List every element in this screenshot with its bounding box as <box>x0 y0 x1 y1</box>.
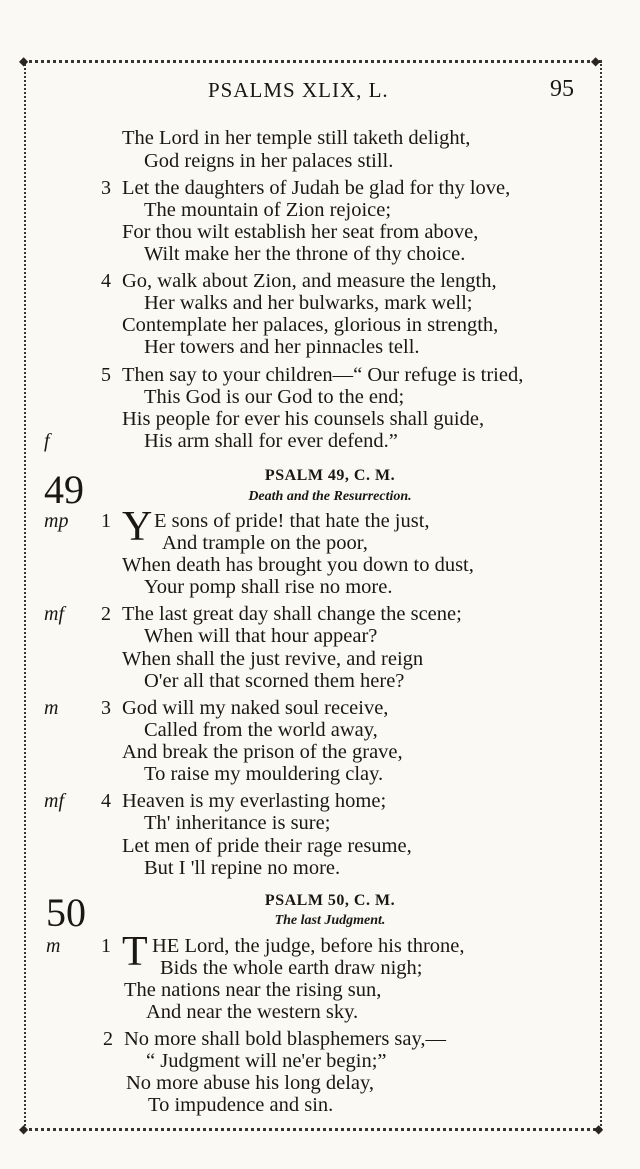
dynamic-marking: mf <box>44 603 64 625</box>
stanza-number: 1 <box>101 510 111 532</box>
verse-line: Go, walk about Zion, and measure the length, <box>122 270 497 292</box>
dynamic-marking: f <box>44 430 50 452</box>
psalm-heading: PSALM 49, C. M. <box>264 467 396 484</box>
verse-line: The nations near the rising sun, <box>124 979 382 1001</box>
verse-line: To raise my mouldering clay. <box>144 763 384 785</box>
verse-line: Wilt make her the throne of thy choice. <box>144 243 466 265</box>
verse-line: His arm shall for ever defend.” <box>144 430 398 452</box>
verse-line: Let the daughters of Judah be glad for thy love, <box>122 177 511 199</box>
verse-line: And near the western sky. <box>146 1001 359 1023</box>
verse-line: E sons of pride! that hate the just, <box>154 510 430 532</box>
verse-line: His people for ever his counsels shall guide, <box>122 408 485 430</box>
verse-line: No more shall bold blasphemers say,— <box>124 1028 447 1050</box>
verse-line: To impudence and sin. <box>148 1094 334 1116</box>
verse-line: Contemplate her palaces, glorious in strength, <box>122 314 499 336</box>
verse-line: This God is our God to the end; <box>144 386 405 408</box>
psalm-number-large: 49 <box>44 467 84 512</box>
running-title: PSALMS XLIX, L. <box>208 78 389 102</box>
drop-capital: T <box>122 929 148 975</box>
stanza-number: 1 <box>101 935 111 957</box>
verse-line: God reigns in her palaces still. <box>144 150 394 172</box>
verse-line: Her towers and her pinnacles tell. <box>144 336 420 358</box>
verse-line: But I 'll repine no more. <box>144 857 341 879</box>
drop-capital: Y <box>122 504 153 550</box>
verse-line: When will that hour appear? <box>144 625 378 647</box>
corner-diamond-icon: ◆ <box>594 1122 604 1136</box>
verse-line: Then say to your children—“ Our refuge is tried, <box>122 364 524 386</box>
verse-line: And break the prison of the grave, <box>122 741 403 763</box>
stanza-number: 4 <box>101 270 111 292</box>
dynamic-marking: m <box>46 935 61 957</box>
bottom-ornamental-rule <box>22 1128 602 1131</box>
stanza-number: 4 <box>101 790 111 812</box>
verse-line: God will my naked soul receive, <box>122 697 389 719</box>
verse-line: HE Lord, the judge, before his throne, <box>152 935 465 957</box>
stanza-number: 3 <box>101 177 111 199</box>
dynamic-marking: mp <box>44 510 69 532</box>
stanza-number: 2 <box>101 603 111 625</box>
running-header <box>40 78 580 108</box>
stanza-number: 3 <box>101 697 111 719</box>
verse-line: The mountain of Zion rejoice; <box>144 199 392 221</box>
verse-line: Bids the whole earth draw nigh; <box>160 957 423 979</box>
verse-line: “ Judgment will ne'er begin;” <box>146 1050 387 1072</box>
verse-line: When shall the just revive, and reign <box>122 648 424 670</box>
verse-line: No more abuse his long delay, <box>126 1072 375 1094</box>
psalm-heading: PSALM 50, C. M. <box>264 892 396 909</box>
verse-line: Her walks and her bulwarks, mark well; <box>144 292 473 314</box>
page-number: 95 <box>550 76 574 102</box>
corner-diamond-icon: ◆ <box>19 1122 29 1136</box>
psalm-number-large: 50 <box>46 890 86 935</box>
dynamic-marking: m <box>44 697 59 719</box>
psalm-subtitle: The last Judgment. <box>274 913 386 928</box>
verse-line: Called from the world away, <box>144 719 378 741</box>
corner-diamond-icon: ◆ <box>591 54 601 68</box>
verse-line: For thou wilt establish her seat from above, <box>122 221 479 243</box>
psalm-subtitle: Death and the Resurrection. <box>248 489 412 504</box>
verse-line: Th' inheritance is sure; <box>144 812 331 834</box>
top-ornamental-rule <box>22 60 602 63</box>
verse-line: The Lord in her temple still taketh delight, <box>122 127 471 149</box>
verse-line: Heaven is my everlasting home; <box>122 790 387 812</box>
verse-line: When death has brought you down to dust, <box>122 554 474 576</box>
verse-line: Your pomp shall rise no more. <box>144 576 393 598</box>
dynamic-marking: mf <box>44 790 64 812</box>
verse-line: Let men of pride their rage resume, <box>122 835 412 857</box>
stanza-number: 5 <box>101 364 111 386</box>
verse-line: O'er all that scorned them here? <box>144 670 405 692</box>
verse-line: And trample on the poor, <box>162 532 368 554</box>
stanza-number: 2 <box>103 1028 113 1050</box>
verse-line: The last great day shall change the scene; <box>122 603 462 625</box>
corner-diamond-icon: ◆ <box>19 54 29 68</box>
